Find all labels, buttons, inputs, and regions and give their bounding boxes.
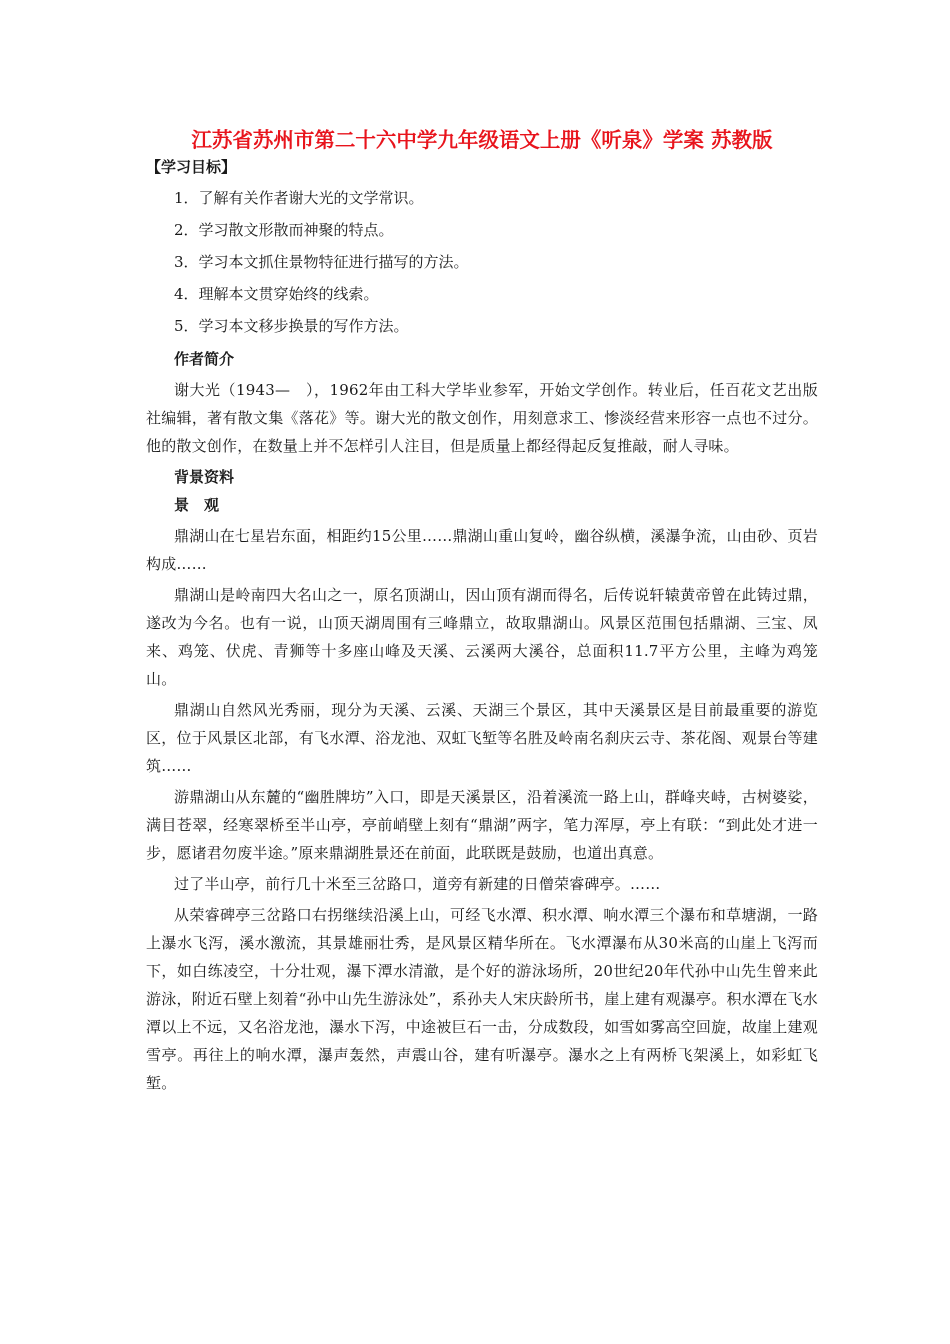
document-title: 江苏省苏州市第二十六中学九年级语文上册《听泉》学案 苏教版: [191, 128, 773, 152]
objective-item: 1．了解有关作者谢大光的文学常识。: [174, 189, 424, 207]
objective-item: 5．学习本文移步换景的写作方法。: [174, 317, 409, 335]
body-paragraph: 鼎湖山是岭南四大名山之一，原名顶湖山，因山顶有湖而得名，后传说轩辕黄帝曾在此铸过鼎，遂改为今名。也有一说，山顶天湖周围有三峰鼎立，故取鼎湖山。风景区范围包括鼎湖、三宝、凤来、鸡笼、伏虎、青狮等十多座山峰及天溪、云溪两大溪谷，总面积11.7平方公里，主峰为鸡笼山。: [146, 586, 818, 688]
objectives-list: [146, 182, 818, 342]
body-paragraph: 从荣睿碑亭三岔路口右拐继续沿溪上山，可经飞水潭、积水潭、响水潭三个瀑布和草塘湖，一路上瀑水飞泻，溪水激流，其景雄丽壮秀，是风景区精华所在。飞水潭瀑布从30米高的山崖上飞泻而下，如白练凌空，十分壮观，瀑下潭水清澈，是个好的游泳场所，20世纪20年代孙中山先生曾来此游泳，附近石壁上刻着“孙中山先生游泳处”，系孙夫人宋庆龄所书，崖上建有观瀑亭。积水潭在飞水潭以上不远，又名浴龙池，瀑水下泻，中途被巨石一击，分成数段，如雪如雾高空回旋，故崖上建观雪亭。再往上的响水潭，瀑声轰然，声震山谷，建有听瀑亭。瀑水之上有两桥飞架溪上，如彩虹飞堑。: [146, 906, 818, 1092]
objective-item: 3．学习本文抓住景物特征进行描写的方法。: [174, 253, 469, 271]
body-paragraph: 过了半山亭，前行几十米至三岔路口，道旁有新建的日僧荣睿碑亭。……: [174, 875, 661, 893]
objective-item: 2．学习散文形散而神聚的特点。: [174, 221, 394, 239]
background-heading: 背景资料: [174, 468, 235, 486]
objective-item: 4．理解本文贯穿始终的线索。: [174, 285, 379, 303]
body-paragraph: 游鼎湖山从东麓的“幽胜牌坊”入口，即是天溪景区，沿着溪流一路上山，群峰夹峙，古树婆娑，满目苍翠，经寒翠桥至半山亭，亭前峭壁上刻有“鼎湖”两字，笔力浑厚，亭上有联：“到此处才进一步，愿诸君勿废半途。”原来鼎湖胜景还在前面，此联既是鼓励，也道出真意。: [146, 788, 818, 862]
body-paragraph: 鼎湖山在七星岩东面，相距约15公里……鼎湖山重山复岭，幽谷纵横，溪瀑争流，山由砂、页岩构成……: [146, 527, 818, 573]
objectives-heading: 【学习目标】: [146, 158, 237, 176]
body-paragraph: 鼎湖山自然风光秀丽，现分为天溪、云溪、天湖三个景区，其中天溪景区是目前最重要的游览区，位于风景区北部，有飞水潭、浴龙池、双虹飞堑等名胜及岭南名刹庆云寺、茶花阁、观景台等建筑……: [146, 701, 818, 775]
scenery-heading: 景 观: [174, 496, 220, 514]
author-paragraph: 谢大光（1943— ），1962年由工科大学毕业参军，开始文学创作。转业后，任百花文艺出版社编辑，著有散文集《落花》等。谢大光的散文创作，用刻意求工、惨淡经营来形容一点也不过分。他的散文创作，在数量上并不怎样引人注目，但是质量上都经得起反复推敲，耐人寻味。: [146, 381, 818, 455]
document-page: [146, 126, 818, 1100]
author-heading: 作者简介: [174, 350, 235, 368]
